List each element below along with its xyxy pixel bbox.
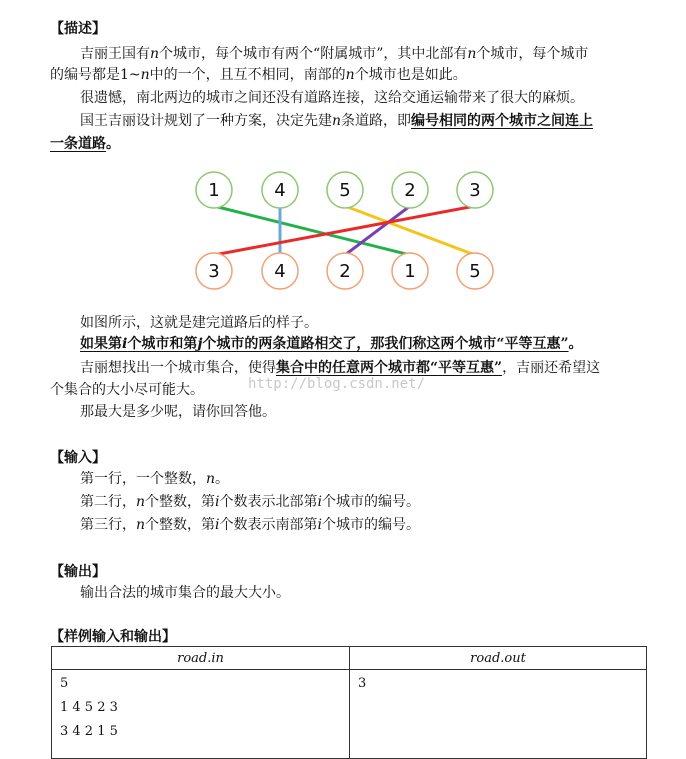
sample-table <box>51 646 647 759</box>
desc-line-4: 国王吉丽设计规划了一种方案，决定先建n条道路，即编号相同的两个城市之间连上 <box>80 113 594 129</box>
desc-line-2: 的编号都是1~n中的一个，且互不相同，南部的n个城市也是如此。 <box>50 67 467 83</box>
question-line: 那最大是多少呢，请你回答他。 <box>80 404 276 420</box>
south-city-label: 3 <box>208 261 220 282</box>
goal-line-1: 吉丽想找出一个城市集合，使得集合中的任意两个城市都“平等互惠”，吉丽还希望这 <box>80 360 601 376</box>
definition-line: 如果第i个城市和第j个城市的两条道路相交了，那我们称这两个城市“平等互惠”。 <box>80 336 583 352</box>
north-city-label: 5 <box>339 180 351 201</box>
road-diagram <box>180 166 510 294</box>
road-line-5 <box>345 206 475 255</box>
output-heading: 【输出】 <box>50 564 106 580</box>
sample-heading: 【样例输入和输出】 <box>50 629 176 645</box>
input-line-3: 第三行，n个整数，第i个数表示南部第i个城市的编号。 <box>80 517 420 533</box>
north-city-label: 1 <box>208 180 220 201</box>
road-line-1 <box>214 206 410 255</box>
north-city-label: 3 <box>469 180 481 201</box>
goal-line-2: 个集合的大小尽可能大。 <box>50 382 204 398</box>
output-line-1: 输出合法的城市集合的最大大小。 <box>80 585 290 601</box>
north-city-label: 4 <box>274 180 286 201</box>
north-city-label: 2 <box>404 180 416 201</box>
input-line-2: 第二行，n个整数，第i个数表示北部第i个城市的编号。 <box>80 494 420 510</box>
road-lines <box>214 206 475 255</box>
sample-input-header: road.in <box>52 647 350 670</box>
input-heading: 【输入】 <box>50 450 106 466</box>
south-city-label: 5 <box>469 261 481 282</box>
desc-line-3: 很遗憾，南北两边的城市之间还没有道路连接，这给交通运输带来了很大的麻烦。 <box>80 90 584 106</box>
caption-line: 如图所示，这就是建完道路后的样子。 <box>80 315 318 331</box>
sample-output-line: 3 <box>358 676 367 691</box>
south-city-label: 4 <box>274 261 286 282</box>
sample-input-line: 5 <box>60 676 69 691</box>
sample-input-line: 3 4 2 1 5 <box>60 724 118 739</box>
south-city-label: 1 <box>404 261 416 282</box>
desc-line-1: 吉丽王国有n个城市，每个城市有两个“附属城市”，其中北部有n个城市，每个城市 <box>80 46 589 62</box>
watermark: http://blog.csdn.net/ <box>248 376 426 392</box>
sample-input-cell <box>52 670 350 759</box>
description-heading: 【描述】 <box>50 21 106 37</box>
desc-line-5: 一条道路。 <box>50 136 120 152</box>
sample-output-header: road.out <box>350 647 647 670</box>
sample-output-cell <box>350 670 647 759</box>
sample-input-line: 1 4 5 2 3 <box>60 700 118 715</box>
road-line-3 <box>214 206 475 255</box>
input-line-1: 第一行，一个整数，n。 <box>80 471 230 487</box>
south-city-label: 2 <box>339 261 351 282</box>
